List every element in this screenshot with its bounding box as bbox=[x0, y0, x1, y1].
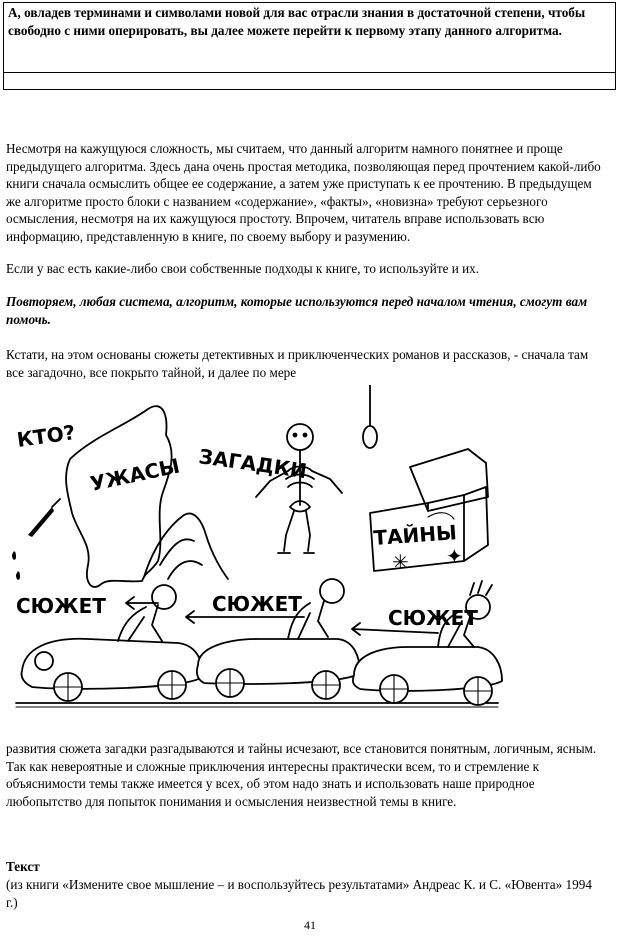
boxed-note bbox=[3, 2, 616, 90]
paragraph-2: Если у вас есть какие-либо свои собственные подходы к книге, то используйте и их. bbox=[6, 261, 480, 276]
plot-arrow-middle bbox=[186, 592, 304, 623]
svg-text:СЮЖЕТ: СЮЖЕТ bbox=[388, 606, 478, 630]
svg-text:УЖАСЫ: УЖАСЫ bbox=[88, 453, 182, 496]
riddles-label bbox=[197, 444, 308, 483]
source-citation: (из книги «Измените свое мышление – и воспользуйтесь результатами» Андреас К. и С. «Ювента» 1994 г.) bbox=[6, 877, 592, 910]
page-number: 41 bbox=[304, 918, 316, 932]
horrors-region bbox=[66, 406, 172, 587]
secrets-label bbox=[373, 520, 458, 550]
skeleton-icon bbox=[256, 424, 342, 553]
cave-sketch bbox=[144, 513, 228, 579]
plot-arrow-left bbox=[16, 594, 158, 618]
secrets-chest bbox=[370, 449, 488, 571]
paragraph-3: Кстати, на этом основаны сюжеты детективных и приключенческих романов и рассказов, - сначала там все загадочно, все покрыто тайной, и далее по мере bbox=[6, 347, 589, 380]
paragraph-4: развития сюжета загадки разгадываются и тайны исчезают, все становится понятным, логичным, ясным. Так как невероятные и сложные приключения интересны практически всем, то и стремление к объяснимости темы также имеется у всех, об этом надо знать и использовать наше природное любопытство для попыток понимания и осмысления неизвестной темы в книге. bbox=[6, 741, 597, 809]
svg-text:КТО?: КТО? bbox=[15, 420, 77, 452]
svg-text:ТАЙНЫ: ТАЙНЫ bbox=[372, 520, 458, 550]
source-heading: Текст bbox=[6, 859, 40, 874]
noose-icon bbox=[363, 385, 377, 448]
illustration bbox=[8, 385, 512, 715]
star-mark: ✳ bbox=[392, 550, 409, 574]
paragraph-1: Несмотря на кажущуюся сложность, мы считаем, что данный алгоритм намного понятнее и проще предыдущего алгоритма. Здесь дана очень простая методика, позволяющая перед прочтением какой-либо книги сначала осмыслить общее ее содержание, а затем уже приступать к ее прочтению. В предыдущем же алгоритме просто блоки с названием «содержание», «факты», «новизна» требуют серьезного осмысления, несмотря на их кажущуюся простоту. Впрочем, читатель вправе использовать всю информацию, представленную в книге, по своему выбору и разумению. bbox=[6, 141, 601, 244]
horrors-label bbox=[88, 454, 182, 496]
boxed-note-text: А, овладев терминами и символами новой для вас отрасли знания в достаточной степени, чтобы свободно с ними оперировать, вы далее можете перейти к первому этапу данного алгоритма. bbox=[4, 3, 615, 73]
who-label bbox=[15, 420, 76, 452]
emphasis-paragraph: Повторяем, любая система, алгоритм, которые используются перед началом чтения, смогут вам помочь. bbox=[6, 294, 588, 327]
svg-text:ЗАГАДКИ: ЗАГАДКИ bbox=[197, 444, 309, 484]
knife-icon bbox=[12, 499, 60, 580]
car-3 bbox=[353, 581, 502, 705]
star-mark-2: ✦ bbox=[446, 544, 463, 568]
svg-text:СЮЖЕТ: СЮЖЕТ bbox=[16, 594, 106, 618]
svg-text:СЮЖЕТ: СЮЖЕТ bbox=[212, 592, 302, 616]
